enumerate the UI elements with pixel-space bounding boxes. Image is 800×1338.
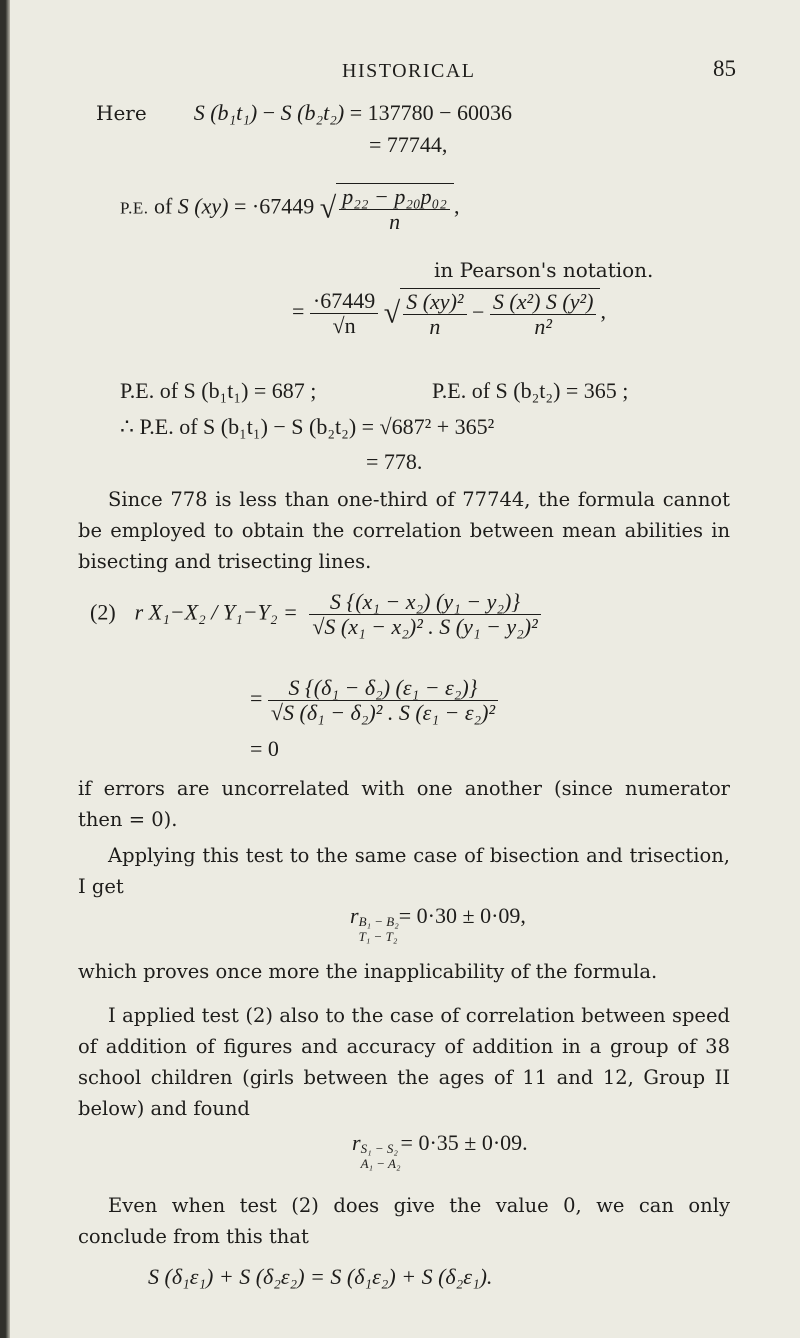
paragraph-speed-accuracy — [78, 1000, 730, 1124]
paragraph-conclude-text: Even when test (2) does give the value 0, we can only conclude from this that — [78, 1194, 730, 1248]
lhs-term-1: S (b₁t₁) — [193, 100, 258, 125]
equation-final — [148, 1264, 492, 1290]
equation-alt-form — [292, 288, 606, 339]
paragraph-uncorrelated — [78, 773, 730, 835]
r-subscript-s: S₁ − S₂ — [360, 1141, 398, 1156]
equation-2 — [90, 590, 541, 639]
lhs-term-2: S (b₂t₂) — [280, 100, 345, 125]
alt-frac2-numerator: S (xy)² — [406, 289, 464, 314]
alt-frac2-denominator: n — [429, 314, 441, 339]
bisection-value: = 0·30 ± 0·09, — [398, 903, 526, 928]
r-subscript-b: B₁ − B₂ — [358, 914, 399, 929]
equals-sign: = — [292, 298, 305, 324]
sqrt-sign-2: √ — [383, 296, 401, 330]
pe-value-b2t2: P.E. of S (b₂t₂) = 365 ; — [432, 378, 629, 403]
paragraph-conclude — [78, 1190, 730, 1252]
paragraph-applying-test — [78, 840, 730, 902]
pearson-denominator: n — [389, 209, 401, 234]
equation-bisection: r B₁ − B₂ T₁ − T₂ = 0·30 ± 0·09, — [350, 903, 526, 944]
final-identity: S (δ₁ε₁) + S (δ₂ε₂) = S (δ₁ε₂) + S (δ₂ε₁). — [148, 1264, 493, 1289]
s-xy: S (xy) — [177, 193, 229, 219]
speed-value: = 0·35 ± 0·09. — [400, 1130, 528, 1155]
sqrt-sign: √ — [319, 191, 337, 225]
of-word: of — [153, 193, 173, 219]
here-label: Here — [96, 101, 147, 125]
paragraph-applying-test-text: Applying this test to the same case of bisection and trisection, I get — [78, 844, 730, 898]
pe-difference: ∴ P.E. of S (b₁t₁) − S (b₂t₂) = √687² + 365² — [120, 414, 495, 439]
pe-coefficient: = ·67449 — [233, 193, 315, 219]
equation-2-label: (2) — [90, 599, 116, 625]
paragraph-speed-accuracy-text: I applied test (2) also to the case of correlation between speed of addition of figures and accuracy of addition in a group of 38 school children (girls between the ages of 11 and 12, Group II below) and found — [78, 1004, 730, 1120]
running-header: HISTORICAL — [342, 60, 476, 82]
pe-value-b1t1: P.E. of S (b₁t₁) = 687 ; — [120, 378, 317, 403]
alt-coef-denominator: √n — [332, 313, 356, 338]
equation-2-numerator-delta: S {(δ₁ − δ₂) (ε₁ − ε₂)} — [288, 675, 478, 700]
page-number: 85 — [713, 56, 736, 81]
equation-speed: r S₁ − S₂ A₁ − A₂ = 0·35 ± 0·09. — [352, 1130, 528, 1171]
equation-2-delta-form: = $\frac{\text{S \{(δ₁ − δ₂) (ε₁ − ε₂)\}}}{\text{√S (δ₁ − δ₂)² . S (ε₁ − ε₂)²}}$ — [250, 676, 498, 725]
paragraph-uncorrelated-text: if errors are uncorrelated with one another (since numerator then = 0). — [78, 777, 730, 831]
equation-here — [96, 100, 512, 126]
equation-here-result: = 77744, — [369, 132, 448, 157]
page-binding-edge — [0, 0, 10, 1338]
paragraph-inapplicability-text: which proves once more the inapplicability of the formula. — [78, 960, 658, 983]
alt-frac3-denominator: n² — [534, 314, 552, 339]
pearson-numerator: p₂₂ − p₂₀p₀₂ — [342, 184, 447, 209]
alt-coef-numerator: ·67449 — [310, 289, 378, 314]
minus-sign: − — [262, 100, 276, 125]
equation-2-denominator-xy: √S (x₁ − x₂)² . S (y₁ − y₂)² — [312, 614, 538, 639]
alt-minus: − — [472, 299, 485, 325]
alt-trailing-comma: , — [600, 298, 606, 324]
paragraph-one-third-text: Since 778 is less than one-third of 77744, the formula cannot be employed to obtain the correlation between mean abilities in bisecting and trisecting lines. — [78, 488, 730, 573]
equation-2-denominator-delta: √S (δ₁ − δ₂)² . S (ε₁ − ε₂)² — [270, 700, 496, 725]
equation-2-lhs: r X₁−X₂ / Y₁−Y₂ = — [134, 599, 298, 625]
equation-pe-xy — [120, 183, 459, 234]
pe-difference-result: = 778. — [366, 449, 423, 474]
paragraph-inapplicability — [78, 956, 730, 987]
pe-label: P.E. — [120, 198, 149, 218]
r-subscript-t: T₁ − T₂ — [358, 929, 398, 944]
trailing-comma: , — [453, 193, 460, 219]
rhs-difference: = 137780 − 60036 — [349, 100, 513, 125]
alt-frac3-numerator: S (x²) S (y²) — [492, 289, 594, 314]
paragraph-one-third — [78, 484, 730, 577]
equation-2-numerator-xy: S {(x₁ − x₂) (y₁ − y₂)} — [329, 589, 521, 614]
pearson-notation-note: in Pearson's notation. — [434, 258, 654, 282]
equation-2-zero: = 0 — [250, 736, 279, 761]
r-subscript-a: A₁ − A₂ — [360, 1156, 401, 1171]
